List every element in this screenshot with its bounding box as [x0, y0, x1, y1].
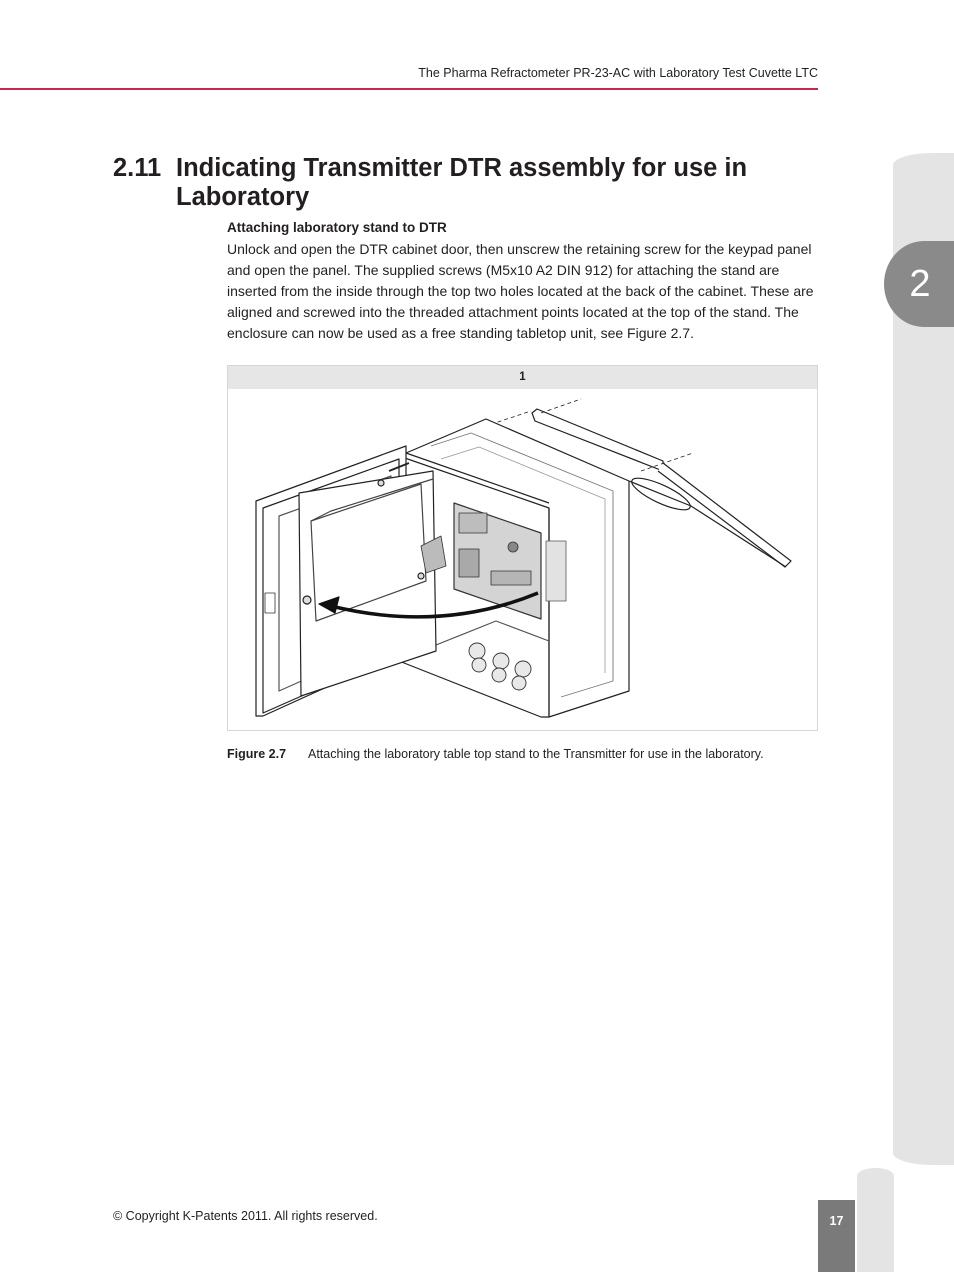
- section-number: 2.11: [113, 154, 162, 182]
- dtr-cabinet-with-stand-illustration: [228, 390, 817, 730]
- figure-caption-label: Figure 2.7: [227, 747, 287, 761]
- footer-copyright: © Copyright K-Patents 2011. All rights reserved.: [113, 1209, 378, 1223]
- footer-tab-strip: [857, 1168, 894, 1272]
- chapter-tab[interactable]: 2: [884, 241, 954, 327]
- section-title: [113, 154, 773, 212]
- section-heading: Indicating Transmitter DTR assembly for use in Laboratory: [176, 154, 748, 211]
- figure-caption: [227, 747, 764, 761]
- figure-caption-text: Attaching the laboratory table top stand to the Transmitter for use in the laboratory.: [308, 747, 764, 761]
- running-header: The Pharma Refractometer PR-23-AC with Laboratory Test Cuvette LTC: [418, 66, 818, 80]
- keypad-panel: [299, 471, 436, 696]
- cable-glands: [469, 643, 531, 690]
- figure-panel-label: 1: [228, 366, 817, 389]
- body-paragraph: Unlock and open the DTR cabinet door, then unscrew the retaining screw for the keypad panel and open the panel. The supplied screws (M5x10 A2 DIN 912) for attaching the stand are inserted from the inside through the top two holes located at the back of the cabinet. These are aligned and screwed into the threaded attachment points located at the top of the stand. The enclosure can now be used as a free standing tabletop unit, see Figure 2.7.: [227, 241, 814, 341]
- header-rule: [0, 88, 818, 90]
- page-number: 17: [818, 1200, 855, 1272]
- subsection-heading: Attaching laboratory stand to DTR: [227, 220, 447, 235]
- figure-frame: [227, 365, 818, 731]
